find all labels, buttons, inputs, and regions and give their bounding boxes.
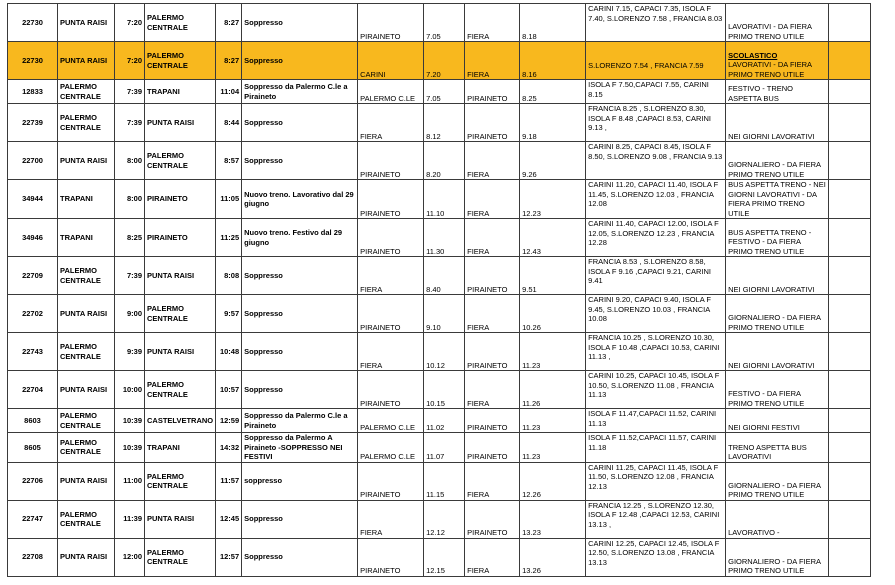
bus-destination: FIERA [465,462,520,500]
service-info-text: BUS ASPETTA TRENO - FESTIVO - DA FIERA PRIMO TRENO UTILE [728,227,812,256]
destination-station: CASTELVETRANO [145,409,216,433]
departure-time: 9:00 [115,295,145,333]
destination-station: PUNTA RAISI [145,257,216,295]
bus-arrival: 12.43 [520,219,586,257]
bus-departure: 10.12 [424,333,465,371]
departure-time: 7:20 [115,42,145,80]
train-number: 22709 [8,257,58,295]
bus-stops: S.LORENZO 7.54 , FRANCIA 7.59 [586,42,726,80]
origin-station: PUNTA RAISI [58,371,115,409]
service-info-text: GIORNALIERO - DA FIERA PRIMO TRENO UTILE [728,160,821,179]
destination-station: TRAPANI [145,433,216,463]
timetable-row [8,257,871,295]
arrival-time: 12:45 [216,500,242,538]
timetable-row [8,180,871,219]
arrival-time: 14:32 [216,433,242,463]
service-info [726,180,829,219]
bus-destination: FIERA [465,42,520,80]
timetable-row [8,371,871,409]
service-info-text: NEI GIORNI LAVORATIVI [728,360,815,370]
bus-stops: CARINI 11.40, CAPACI 12.00, ISOLA F 12.05, S.LORENZO 12.23 , FRANCIA 12.28 [586,219,726,257]
bus-departure: 12.15 [424,538,465,576]
service-note: Soppresso [242,257,358,295]
service-info [726,4,829,42]
departure-time: 11:39 [115,500,145,538]
service-note: Soppresso [242,371,358,409]
bus-stops: FRANCIA 8.25 , S.LORENZO 8.30, ISOLA F 8.48 ,CAPACI 8.53, CARINI 9.13 , [586,104,726,142]
bus-departure: 12.12 [424,500,465,538]
empty-cell [829,80,871,104]
bus-origin: PIRAINETO [358,371,424,409]
origin-station: PALERMO CENTRALE [58,104,115,142]
bus-origin: PIRAINETO [358,295,424,333]
train-number: 22702 [8,295,58,333]
bus-stops: FRANCIA 10.25 , S.LORENZO 10.30, ISOLA F 10.48 ,CAPACI 10.53, CARINI 11.13 , [586,333,726,371]
service-info-text: LAVORATIVO - [728,528,780,537]
empty-cell [829,142,871,180]
empty-cell [829,409,871,433]
empty-cell [829,42,871,80]
bus-origin: PIRAINETO [358,462,424,500]
arrival-time: 10:57 [216,371,242,409]
bus-destination: PIRAINETO [465,80,520,104]
bus-departure: 9.10 [424,295,465,333]
bus-departure: 8.12 [424,104,465,142]
bus-arrival: 11.26 [520,371,586,409]
arrival-time: 8:08 [216,257,242,295]
departure-time: 10:39 [115,409,145,433]
bus-origin: PIRAINETO [358,538,424,576]
service-note: Soppresso da Palermo C.le a Piraineto [242,409,358,433]
service-info [726,538,829,576]
arrival-time: 8:57 [216,142,242,180]
service-info-text: GIORNALIERO - DA FIERA PRIMO TRENO UTILE [728,480,821,499]
bus-destination: FIERA [465,4,520,42]
bus-origin: FIERA [358,500,424,538]
empty-cell [829,462,871,500]
train-number: 12833 [8,80,58,104]
bus-stops: CARINI 10.25, CAPACI 10.45, ISOLA F 10.50, S.LORENZO 11.08 , FRANCIA 11.13 [586,371,726,409]
service-info [726,409,829,433]
departure-time: 10:39 [115,433,145,463]
service-note: Soppresso [242,333,358,371]
service-note: Soppresso [242,4,358,42]
bus-arrival: 8.18 [520,4,586,42]
arrival-time: 12:57 [216,538,242,576]
arrival-time: 11:05 [216,180,242,219]
service-info-text: BUS ASPETTA TRENO - NEI GIORNI LAVORATIVI - DA FIERA PRIMO TRENO UTILE [728,180,826,218]
bus-origin: FIERA [358,104,424,142]
empty-cell [829,433,871,463]
bus-origin: CARINI [358,42,424,80]
bus-destination: PIRAINETO [465,433,520,463]
bus-arrival: 11.23 [520,433,586,463]
service-info-text: NEI GIORNI FESTIVI [728,422,800,432]
service-info [726,462,829,500]
service-info-text: GIORNALIERO - DA FIERA PRIMO TRENO UTILE [728,556,821,575]
origin-station: PALERMO CENTRALE [58,333,115,371]
bus-origin: FIERA [358,257,424,295]
train-number: 22700 [8,142,58,180]
timetable-row [8,433,871,463]
bus-stops: CARINI 7.15, CAPACI 7.35, ISOLA F 7.40, S.LORENZO 7.58 , FRANCIA 8.03 [586,4,726,42]
destination-station: TRAPANI [145,80,216,104]
departure-time: 11:00 [115,462,145,500]
destination-station: PUNTA RAISI [145,104,216,142]
arrival-time: 12:59 [216,409,242,433]
origin-station: PUNTA RAISI [58,295,115,333]
bus-origin: PIRAINETO [358,142,424,180]
bus-stops: CARINI 12.25, CAPACI 12.45, ISOLA F 12.50, S.LORENZO 13.08 , FRANCIA 13.13 [586,538,726,576]
bus-stops: CARINI 8.25, CAPACI 8.45, ISOLA F 8.50, S.LORENZO 9.08 , FRANCIA 9.13 [586,142,726,180]
destination-station: PALERMO CENTRALE [145,462,216,500]
train-number: 22747 [8,500,58,538]
service-info [726,257,829,295]
bus-arrival: 13.26 [520,538,586,576]
origin-station: PUNTA RAISI [58,142,115,180]
departure-time: 8:25 [115,219,145,257]
service-note: Soppresso da Palermo C.le a Piraineto [242,80,358,104]
service-info [726,80,829,104]
timetable-row [8,500,871,538]
origin-station: PALERMO CENTRALE [58,500,115,538]
origin-station: PALERMO CENTRALE [58,257,115,295]
arrival-time: 8:44 [216,104,242,142]
service-note: Soppresso da Palermo A Piraineto -SOPPRESSO NEI FESTIVI [242,433,358,463]
origin-station: PALERMO CENTRALE [58,409,115,433]
destination-station: PALERMO CENTRALE [145,295,216,333]
service-note: Nuovo treno. Lavorativo dal 29 giugno [242,180,358,219]
empty-cell [829,104,871,142]
service-info [726,371,829,409]
service-info-text: FESTIVO - DA FIERA PRIMO TRENO UTILE [728,389,805,408]
bus-departure: 7.05 [424,4,465,42]
timetable-body [8,4,871,577]
departure-time: 9:39 [115,333,145,371]
bus-departure: 11.10 [424,180,465,219]
service-info-text: LAVORATIVI - DA FIERA PRIMO TRENO UTILE [728,60,812,79]
empty-cell [829,295,871,333]
bus-destination: FIERA [465,180,520,219]
empty-cell [829,180,871,219]
service-note: Soppresso [242,538,358,576]
empty-cell [829,538,871,576]
bus-origin: FIERA [358,333,424,371]
service-note: Soppresso [242,500,358,538]
destination-station: PALERMO CENTRALE [145,142,216,180]
arrival-time: 8:27 [216,42,242,80]
empty-cell [829,500,871,538]
service-info-text: LAVORATIVI - DA FIERA PRIMO TRENO UTILE [728,22,812,41]
bus-destination: FIERA [465,371,520,409]
bus-arrival: 9.51 [520,257,586,295]
origin-station: TRAPANI [58,219,115,257]
timetable-row [8,142,871,180]
timetable-row [8,333,871,371]
bus-origin: PALERMO C.LE [358,433,424,463]
timetable-row [8,104,871,142]
empty-cell [829,219,871,257]
bus-destination: FIERA [465,219,520,257]
bus-arrival: 12.23 [520,180,586,219]
origin-station: PALERMO CENTRALE [58,80,115,104]
departure-time: 8:00 [115,142,145,180]
bus-stops: FRANCIA 12.25 , S.LORENZO 12.30, ISOLA F 12.48 ,CAPACI 12.53, CARINI 13.13 , [586,500,726,538]
bus-destination: FIERA [465,538,520,576]
destination-station: PIRAINETO [145,180,216,219]
origin-station: PUNTA RAISI [58,538,115,576]
arrival-time: 8:27 [216,4,242,42]
departure-time: 7:39 [115,104,145,142]
departure-time: 7:39 [115,80,145,104]
service-note: Soppresso [242,142,358,180]
timetable-row [8,538,871,576]
bus-stops: CARINI 11.20, CAPACI 11.40, ISOLA F 11.45, S.LORENZO 12.03 , FRANCIA 12.08 [586,180,726,219]
service-info-text: NEI GIORNI LAVORATIVI [728,131,815,141]
train-number: 22730 [8,4,58,42]
destination-station: PUNTA RAISI [145,333,216,371]
arrival-time: 10:48 [216,333,242,371]
service-info-text: TRENO ASPETTA BUS LAVORATIVI [728,442,807,461]
train-number: 22706 [8,462,58,500]
timetable-row [8,409,871,433]
train-number: 34944 [8,180,58,219]
destination-station: PIRAINETO [145,219,216,257]
empty-cell [829,371,871,409]
bus-destination: PIRAINETO [465,500,520,538]
bus-arrival: 13.23 [520,500,586,538]
bus-destination: PIRAINETO [465,333,520,371]
service-info [726,104,829,142]
bus-origin: PALERMO C.LE [358,80,424,104]
train-number: 8603 [8,409,58,433]
service-note: Soppresso [242,295,358,333]
bus-departure: 7.05 [424,80,465,104]
bus-departure: 11.02 [424,409,465,433]
service-info [726,219,829,257]
bus-stops: ISOLA F 11.47,CAPACI 11.52, CARINI 11.13 [586,409,726,433]
empty-cell [829,4,871,42]
timetable-row [8,42,871,80]
bus-arrival: 9.26 [520,142,586,180]
origin-station: PUNTA RAISI [58,4,115,42]
train-number: 22704 [8,371,58,409]
bus-stops: FRANCIA 8.53 , S.LORENZO 8.58, ISOLA F 9.16 ,CAPACI 9.21, CARINI 9.41 [586,257,726,295]
service-info-text: GIORNALIERO - DA FIERA PRIMO TRENO UTILE [728,313,821,332]
bus-departure: 8.20 [424,142,465,180]
destination-station: PALERMO CENTRALE [145,4,216,42]
bus-arrival: 8.25 [520,80,586,104]
bus-arrival: 12.26 [520,462,586,500]
timetable-row [8,462,871,500]
service-note: Soppresso [242,104,358,142]
train-number: 22708 [8,538,58,576]
bus-arrival: 8.16 [520,42,586,80]
service-note: soppresso [242,462,358,500]
bus-origin: PIRAINETO [358,219,424,257]
arrival-time: 11:04 [216,80,242,104]
service-note: Nuovo treno. Festivo dal 29 giugno [242,219,358,257]
bus-destination: FIERA [465,295,520,333]
train-number: 22730 [8,42,58,80]
origin-station: PALERMO CENTRALE [58,433,115,463]
timetable-row [8,80,871,104]
bus-origin: PIRAINETO [358,180,424,219]
train-number: 22743 [8,333,58,371]
train-number: 34946 [8,219,58,257]
service-note: Soppresso [242,42,358,80]
bus-origin: PIRAINETO [358,4,424,42]
service-info-heading: SCOLASTICO [728,50,778,60]
arrival-time: 9:57 [216,295,242,333]
train-number: 22739 [8,104,58,142]
bus-origin: PALERMO C.LE [358,409,424,433]
bus-stops: ISOLA F 7.50,CAPACI 7.55, CARINI 8.15 [586,80,726,104]
origin-station: TRAPANI [58,180,115,219]
service-info [726,333,829,371]
bus-destination: PIRAINETO [465,104,520,142]
timetable-row [8,219,871,257]
bus-stops: CARINI 9.20, CAPACI 9.40, ISOLA F 9.45, S.LORENZO 10.03 , FRANCIA 10.08 [586,295,726,333]
bus-stops: CARINI 11.25, CAPACI 11.45, ISOLA F 11.50, S.LORENZO 12.08 , FRANCIA 12.13 [586,462,726,500]
departure-time: 8:00 [115,180,145,219]
destination-station: PALERMO CENTRALE [145,42,216,80]
service-info-text: FESTIVO - TRENO ASPETTA BUS [728,84,793,103]
origin-station: PUNTA RAISI [58,42,115,80]
service-info [726,295,829,333]
bus-stops: ISOLA F 11.52,CAPACI 11.57, CARINI 11.18 [586,433,726,463]
arrival-time: 11:25 [216,219,242,257]
bus-arrival: 11.23 [520,333,586,371]
service-info [726,42,829,80]
bus-destination: FIERA [465,142,520,180]
bus-departure: 8.40 [424,257,465,295]
destination-station: PALERMO CENTRALE [145,538,216,576]
bus-departure: 7.20 [424,42,465,80]
bus-departure: 11.15 [424,462,465,500]
arrival-time: 11:57 [216,462,242,500]
service-info [726,433,829,463]
bus-arrival: 9.18 [520,104,586,142]
bus-arrival: 11.23 [520,409,586,433]
timetable-row [8,295,871,333]
bus-destination: PIRAINETO [465,257,520,295]
destination-station: PUNTA RAISI [145,500,216,538]
bus-departure: 11.07 [424,433,465,463]
bus-arrival: 10.26 [520,295,586,333]
destination-station: PALERMO CENTRALE [145,371,216,409]
departure-time: 10:00 [115,371,145,409]
empty-cell [829,257,871,295]
service-info-text: NEI GIORNI LAVORATIVI [728,284,815,294]
timetable-row [8,4,871,42]
bus-departure: 11.30 [424,219,465,257]
empty-cell [829,333,871,371]
departure-time: 7:39 [115,257,145,295]
train-number: 8605 [8,433,58,463]
bus-departure: 10.15 [424,371,465,409]
departure-time: 12:00 [115,538,145,576]
origin-station: PUNTA RAISI [58,462,115,500]
bus-destination: PIRAINETO [465,409,520,433]
timetable-table [7,3,871,577]
service-info [726,500,829,538]
departure-time: 7:20 [115,4,145,42]
service-info [726,142,829,180]
